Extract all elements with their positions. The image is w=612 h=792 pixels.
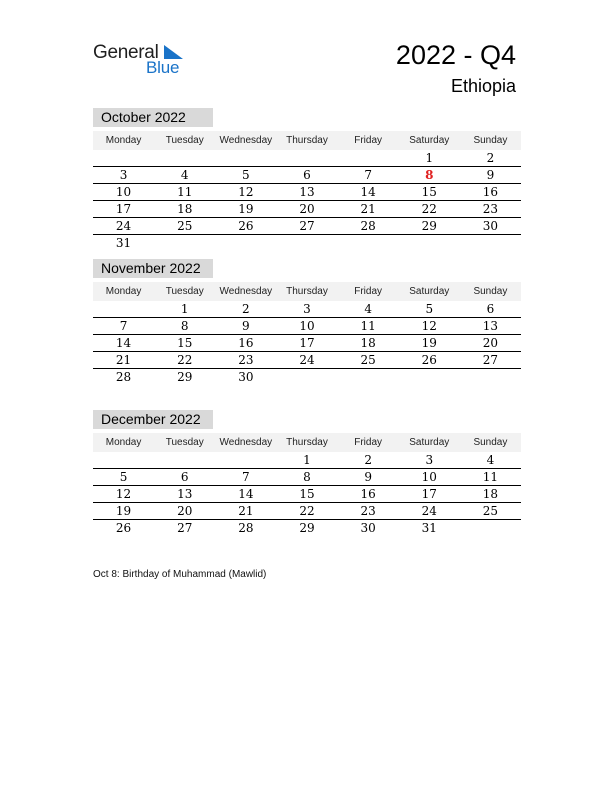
day-cell xyxy=(399,369,460,386)
day-cell xyxy=(460,369,521,386)
day-cell: 22 xyxy=(299,504,315,518)
week-row xyxy=(93,318,521,335)
day-cell: 24 xyxy=(115,219,132,233)
weekday-label: Thursday xyxy=(286,437,328,448)
week-row xyxy=(93,486,521,503)
day-cell: 5 xyxy=(425,302,434,316)
day-cell xyxy=(215,452,276,468)
day-cell: 25 xyxy=(360,353,376,367)
weekday-label: Wednesday xyxy=(219,286,273,297)
day-cell: 27 xyxy=(482,353,499,367)
day-cell xyxy=(460,235,521,252)
day-cell: 24 xyxy=(421,504,437,518)
day-cell: 6 xyxy=(303,168,311,182)
day-cell: 1 xyxy=(303,453,311,467)
day-cell xyxy=(399,235,460,252)
day-cell: 10 xyxy=(299,319,315,333)
country-name: Ethiopia xyxy=(450,76,516,96)
day-cell: 19 xyxy=(238,202,254,216)
weekday-label: Sunday xyxy=(473,286,508,297)
day-cell: 6 xyxy=(486,302,495,316)
week-row xyxy=(93,369,521,386)
day-cell: 2 xyxy=(364,453,372,467)
weekday-label: Friday xyxy=(354,286,383,297)
day-cell: 12 xyxy=(115,487,132,501)
day-cell: 11 xyxy=(177,185,193,199)
day-cell: 14 xyxy=(115,336,132,350)
day-cell: 5 xyxy=(242,168,250,182)
day-cell: 25 xyxy=(482,504,499,518)
day-cell xyxy=(276,150,337,166)
day-cell: 17 xyxy=(115,202,132,216)
day-cell: 4 xyxy=(364,302,372,316)
day-cell: 12 xyxy=(421,319,437,333)
day-cell: 4 xyxy=(180,168,189,182)
day-cell: 26 xyxy=(238,219,254,233)
week-row xyxy=(93,235,521,252)
day-cell: 11 xyxy=(360,319,376,333)
day-cell: 3 xyxy=(119,168,128,182)
day-cell: 22 xyxy=(421,202,437,216)
day-cell: 30 xyxy=(360,521,376,535)
weekday-label: Saturday xyxy=(409,135,450,146)
day-cell: 20 xyxy=(177,504,193,518)
day-cell: 15 xyxy=(177,336,193,350)
weekday-label: Friday xyxy=(354,135,383,146)
week-row xyxy=(93,167,521,184)
day-cell: 3 xyxy=(425,453,434,467)
day-cell: 28 xyxy=(115,370,132,384)
weekday-label: Tuesday xyxy=(165,135,204,146)
day-cell: 17 xyxy=(421,487,437,501)
week-row xyxy=(93,301,521,318)
weekday-label: Monday xyxy=(105,135,142,146)
day-cell: 21 xyxy=(238,504,254,518)
day-cell: 22 xyxy=(177,353,193,367)
day-cell: 9 xyxy=(486,168,495,182)
day-cell: 8 xyxy=(180,319,189,333)
day-cell: 24 xyxy=(299,353,315,367)
day-cell: 27 xyxy=(299,219,315,233)
logo-word-blue: Blue xyxy=(146,58,180,77)
weekday-label: Tuesday xyxy=(165,286,204,297)
month-october xyxy=(93,108,521,252)
day-cell: 7 xyxy=(364,168,372,182)
day-cell: 18 xyxy=(482,487,499,501)
day-cell xyxy=(93,301,154,317)
month-name: October 2022 xyxy=(93,108,213,127)
day-cell: 25 xyxy=(177,219,193,233)
day-cell: 29 xyxy=(299,521,315,535)
holiday-notes xyxy=(93,569,266,580)
day-cell: 3 xyxy=(303,302,311,316)
day-cell: 19 xyxy=(421,336,437,350)
day-cell: 1 xyxy=(425,151,434,165)
day-cell xyxy=(338,235,399,252)
day-cell xyxy=(154,452,215,468)
day-cell: 11 xyxy=(482,470,499,484)
week-row xyxy=(93,520,521,537)
month-name: November 2022 xyxy=(93,259,213,278)
week-row xyxy=(93,201,521,218)
week-row xyxy=(93,218,521,235)
day-cell: 14 xyxy=(238,487,254,501)
day-cell: 30 xyxy=(482,219,499,233)
quarter-title: 2022 - Q4 xyxy=(395,40,516,70)
day-cell: 15 xyxy=(299,487,315,501)
weekday-label: Thursday xyxy=(286,135,328,146)
day-cell: 12 xyxy=(238,185,254,199)
day-cell: 16 xyxy=(238,336,254,350)
day-cell: 7 xyxy=(242,470,250,484)
day-cell xyxy=(93,150,154,166)
day-cell: 10 xyxy=(115,185,132,199)
day-cell: 17 xyxy=(299,336,315,350)
day-cell: 21 xyxy=(360,202,376,216)
day-cell: 16 xyxy=(360,487,376,501)
weekday-header xyxy=(93,433,521,452)
weekday-label: Tuesday xyxy=(165,437,204,448)
day-cell: 15 xyxy=(421,185,437,199)
day-cell: 23 xyxy=(360,504,376,518)
generalblue-logo xyxy=(93,40,193,80)
weekday-label: Monday xyxy=(105,286,142,297)
week-row xyxy=(93,352,521,369)
week-row xyxy=(93,150,521,167)
day-cell xyxy=(154,235,215,252)
month-name: December 2022 xyxy=(93,410,213,429)
day-cell: 19 xyxy=(115,504,132,518)
day-cell xyxy=(215,150,276,166)
day-cell: 28 xyxy=(360,219,376,233)
day-cell xyxy=(276,235,337,252)
weekday-label: Saturday xyxy=(409,286,450,297)
day-cell: 27 xyxy=(177,521,193,535)
day-cell: 5 xyxy=(119,470,128,484)
week-row xyxy=(93,503,521,520)
weekday-label: Wednesday xyxy=(219,135,273,146)
day-cell xyxy=(215,235,276,252)
day-cell xyxy=(460,520,521,537)
day-cell: 8 xyxy=(303,470,311,484)
day-cell: 26 xyxy=(421,353,437,367)
day-cell: 9 xyxy=(242,319,250,333)
day-cell: 26 xyxy=(115,521,132,535)
day-cell: 2 xyxy=(242,302,250,316)
day-cell: 30 xyxy=(238,370,254,384)
day-cell: 6 xyxy=(180,470,189,484)
month-december xyxy=(93,410,521,537)
day-cell: 20 xyxy=(482,336,499,350)
day-cell: 23 xyxy=(238,353,254,367)
day-cell xyxy=(93,452,154,468)
day-cell: 31 xyxy=(421,521,437,535)
weekday-label: Sunday xyxy=(473,135,508,146)
day-cell: 16 xyxy=(482,185,499,199)
week-row xyxy=(93,469,521,486)
day-cell: 2 xyxy=(486,151,495,165)
day-cell: 18 xyxy=(177,202,193,216)
day-cell: 4 xyxy=(486,453,495,467)
day-cell: 13 xyxy=(299,185,315,199)
weekday-label: Friday xyxy=(354,437,383,448)
day-cell: 7 xyxy=(119,319,128,333)
day-cell: 18 xyxy=(360,336,376,350)
weekday-header xyxy=(93,282,521,301)
day-cell: 20 xyxy=(299,202,315,216)
day-cell: 13 xyxy=(482,319,499,333)
holiday-note: Oct 8: Birthday of Muhammad (Mawlid) xyxy=(93,569,267,580)
day-cell: 1 xyxy=(180,302,189,316)
day-cell: 29 xyxy=(177,370,193,384)
month-november xyxy=(93,259,521,386)
day-cell: 31 xyxy=(115,236,132,250)
day-cell: 23 xyxy=(482,202,499,216)
day-cell: 9 xyxy=(364,470,372,484)
day-cell: 29 xyxy=(421,219,437,233)
weekday-label: Monday xyxy=(105,437,142,448)
holiday-day-cell: 8 xyxy=(425,168,434,182)
day-cell xyxy=(154,150,215,166)
logo-word-general: General xyxy=(93,42,159,63)
weekday-header xyxy=(93,131,521,150)
day-cell xyxy=(276,369,337,386)
week-row xyxy=(93,184,521,201)
day-cell: 14 xyxy=(360,185,376,199)
day-cell xyxy=(338,369,399,386)
week-row xyxy=(93,335,521,352)
day-cell: 13 xyxy=(177,487,193,501)
weekday-label: Wednesday xyxy=(219,437,273,448)
weekday-label: Sunday xyxy=(473,437,508,448)
day-cell: 21 xyxy=(115,353,132,367)
day-cell: 28 xyxy=(238,521,254,535)
day-cell xyxy=(338,150,399,166)
day-cell: 10 xyxy=(421,470,437,484)
week-row xyxy=(93,452,521,469)
weekday-label: Saturday xyxy=(409,437,450,448)
weekday-label: Thursday xyxy=(286,286,328,297)
